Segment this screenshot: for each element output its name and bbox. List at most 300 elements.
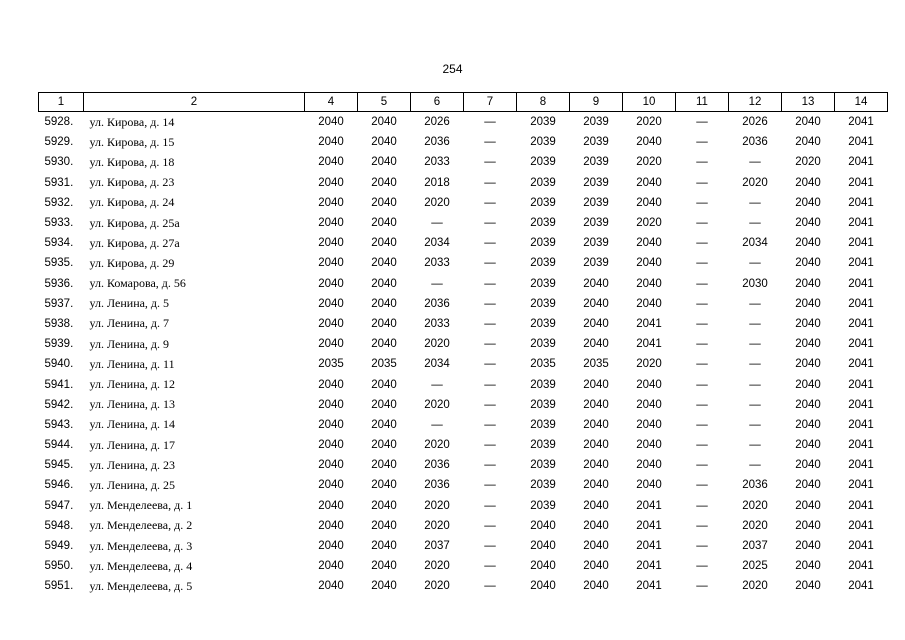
row-number: 5933.	[44, 217, 74, 230]
year-cell: 2036	[424, 136, 450, 149]
year-cell: 2040	[318, 176, 344, 189]
row-number: 5934.	[44, 237, 74, 250]
table-row	[39, 415, 888, 435]
year-cell: —	[696, 439, 708, 452]
row-number: 5936.	[44, 277, 74, 290]
year-cell: —	[749, 378, 761, 391]
address-cell: ул. Ленина, д. 25	[89, 477, 176, 492]
year-cell: 2020	[424, 519, 450, 532]
year-cell: —	[749, 398, 761, 411]
year-cell: 2018	[424, 176, 450, 189]
year-cell: 2039	[583, 156, 609, 169]
year-cell: 2041	[848, 317, 874, 330]
year-cell: 2041	[848, 196, 874, 209]
year-cell: 2040	[795, 338, 821, 351]
year-cell: 2040	[318, 196, 344, 209]
year-cell: 2040	[795, 540, 821, 553]
table-row	[39, 334, 888, 354]
table-row	[39, 374, 888, 394]
column-header-12: 12	[729, 93, 782, 112]
year-cell: 2040	[636, 136, 662, 149]
year-cell: —	[484, 499, 496, 512]
year-cell: 2039	[530, 499, 556, 512]
year-cell: —	[749, 418, 761, 431]
year-cell: 2040	[318, 378, 344, 391]
row-number: 5946.	[44, 479, 74, 492]
year-cell: —	[431, 378, 443, 391]
year-cell: 2040	[318, 499, 344, 512]
year-cell: 2040	[795, 196, 821, 209]
year-cell: 2040	[371, 519, 397, 532]
year-cell: —	[696, 560, 708, 573]
address-cell: ул. Кирова, д. 23	[89, 175, 175, 190]
address-cell: ул. Кирова, д. 25а	[89, 215, 180, 230]
year-cell: 2040	[636, 418, 662, 431]
year-cell: 2041	[636, 338, 662, 351]
year-cell: 2020	[742, 176, 768, 189]
year-cell: 2041	[848, 540, 874, 553]
year-cell: 2040	[318, 479, 344, 492]
year-cell: 2040	[371, 176, 397, 189]
year-cell: 2040	[371, 580, 397, 593]
year-cell: —	[749, 156, 761, 169]
address-cell: ул. Ленина, д. 14	[89, 417, 176, 432]
year-cell: 2041	[848, 358, 874, 371]
year-cell: 2040	[636, 176, 662, 189]
row-number: 5943.	[44, 418, 74, 431]
table-row	[39, 152, 888, 172]
year-cell: 2020	[636, 156, 662, 169]
address-cell: ул. Кирова, д. 14	[89, 114, 175, 129]
year-cell: 2039	[530, 196, 556, 209]
row-number: 5948.	[44, 519, 74, 532]
year-cell: 2040	[371, 196, 397, 209]
year-cell: —	[696, 398, 708, 411]
year-cell: —	[749, 297, 761, 310]
year-cell: —	[696, 358, 708, 371]
year-cell: 2033	[424, 156, 450, 169]
row-number: 5939.	[44, 338, 74, 351]
year-cell: 2040	[583, 398, 609, 411]
year-cell: 2040	[795, 418, 821, 431]
year-cell: —	[696, 580, 708, 593]
year-cell: 2040	[636, 257, 662, 270]
address-cell: ул. Менделеева, д. 2	[89, 518, 193, 533]
column-header-2: 2	[84, 93, 305, 112]
year-cell: 2036	[424, 297, 450, 310]
year-cell: 2041	[848, 176, 874, 189]
column-header-9: 9	[570, 93, 623, 112]
year-cell: 2039	[530, 297, 556, 310]
year-cell: —	[749, 317, 761, 330]
year-cell: 2041	[636, 540, 662, 553]
year-cell: —	[431, 277, 443, 290]
year-cell: 2036	[424, 479, 450, 492]
year-cell: 2039	[530, 176, 556, 189]
year-cell: —	[696, 237, 708, 250]
year-cell: —	[484, 237, 496, 250]
column-header-11: 11	[676, 93, 729, 112]
year-cell: —	[749, 358, 761, 371]
year-cell: 2020	[424, 338, 450, 351]
year-cell: 2040	[318, 317, 344, 330]
year-cell: 2040	[318, 156, 344, 169]
year-cell: —	[696, 176, 708, 189]
year-cell: 2040	[583, 338, 609, 351]
year-cell: 2040	[371, 317, 397, 330]
year-cell: 2040	[318, 237, 344, 250]
year-cell: 2034	[742, 237, 768, 250]
year-cell: 2040	[795, 439, 821, 452]
year-cell: 2040	[795, 277, 821, 290]
year-cell: 2039	[583, 196, 609, 209]
address-cell: ул. Ленина, д. 9	[89, 336, 170, 351]
year-cell: 2040	[583, 560, 609, 573]
year-cell: 2040	[318, 398, 344, 411]
year-cell: 2039	[530, 136, 556, 149]
year-cell: 2040	[795, 499, 821, 512]
year-cell: 2037	[424, 540, 450, 553]
year-cell: 2039	[583, 217, 609, 230]
year-cell: 2039	[583, 257, 609, 270]
table-row	[39, 294, 888, 314]
year-cell: 2041	[636, 580, 662, 593]
year-cell: —	[696, 519, 708, 532]
table-row	[39, 354, 888, 374]
year-cell: —	[431, 418, 443, 431]
year-cell: 2026	[424, 116, 450, 129]
table-row	[39, 193, 888, 213]
year-cell: 2040	[371, 398, 397, 411]
table-row	[39, 112, 888, 133]
year-cell: 2040	[371, 459, 397, 472]
year-cell: —	[484, 418, 496, 431]
year-cell: —	[484, 317, 496, 330]
year-cell: 2020	[424, 499, 450, 512]
year-cell: 2034	[424, 237, 450, 250]
row-number: 5947.	[44, 499, 74, 512]
year-cell: 2020	[636, 358, 662, 371]
year-cell: 2040	[795, 176, 821, 189]
year-cell: 2040	[795, 217, 821, 230]
year-cell: 2041	[848, 519, 874, 532]
column-header-8: 8	[517, 93, 570, 112]
year-cell: —	[749, 217, 761, 230]
year-cell: 2020	[636, 217, 662, 230]
address-cell: ул. Кирова, д. 15	[89, 134, 175, 149]
year-cell: —	[696, 196, 708, 209]
year-cell: 2020	[424, 560, 450, 573]
year-cell: 2020	[424, 196, 450, 209]
year-cell: 2040	[795, 358, 821, 371]
year-cell: 2039	[530, 479, 556, 492]
year-cell: 2041	[848, 499, 874, 512]
year-cell: 2040	[318, 297, 344, 310]
year-cell: 2040	[795, 519, 821, 532]
year-cell: 2020	[742, 519, 768, 532]
year-cell: 2040	[795, 237, 821, 250]
year-cell: —	[484, 580, 496, 593]
year-cell: 2041	[848, 479, 874, 492]
year-cell: 2034	[424, 358, 450, 371]
year-cell: —	[484, 519, 496, 532]
row-number: 5940.	[44, 358, 74, 371]
year-cell: 2020	[424, 580, 450, 593]
table-row	[39, 233, 888, 253]
year-cell: 2040	[371, 499, 397, 512]
year-cell: 2040	[318, 540, 344, 553]
table-row	[39, 516, 888, 536]
year-cell: 2040	[636, 398, 662, 411]
address-cell: ул. Кирова, д. 27а	[89, 235, 180, 250]
year-cell: 2040	[530, 560, 556, 573]
year-cell: —	[484, 459, 496, 472]
address-cell: ул. Ленина, д. 23	[89, 457, 176, 472]
year-cell: —	[749, 196, 761, 209]
year-cell: 2040	[795, 297, 821, 310]
year-cell: 2041	[848, 580, 874, 593]
year-cell: —	[749, 459, 761, 472]
year-cell: 2040	[583, 519, 609, 532]
year-cell: 2020	[795, 156, 821, 169]
year-cell: —	[484, 136, 496, 149]
year-cell: 2039	[530, 237, 556, 250]
year-cell: 2040	[795, 116, 821, 129]
year-cell: 2040	[371, 439, 397, 452]
year-cell: 2039	[530, 217, 556, 230]
year-cell: —	[484, 297, 496, 310]
year-cell: —	[696, 479, 708, 492]
year-cell: —	[484, 378, 496, 391]
row-number: 5932.	[44, 196, 74, 209]
year-cell: 2041	[848, 378, 874, 391]
year-cell: 2035	[318, 358, 344, 371]
year-cell: 2041	[848, 116, 874, 129]
year-cell: 2039	[530, 439, 556, 452]
year-cell: 2040	[371, 479, 397, 492]
table-row	[39, 536, 888, 556]
year-cell: 2040	[371, 338, 397, 351]
year-cell: 2041	[848, 338, 874, 351]
year-cell: 2041	[848, 217, 874, 230]
year-cell: 2040	[371, 237, 397, 250]
column-header-6: 6	[411, 93, 464, 112]
year-cell: —	[696, 540, 708, 553]
row-number: 5949.	[44, 540, 74, 553]
year-cell: —	[696, 257, 708, 270]
year-cell: —	[484, 116, 496, 129]
year-cell: —	[484, 196, 496, 209]
year-cell: 2020	[424, 398, 450, 411]
column-header-1: 1	[39, 93, 84, 112]
column-header-14: 14	[835, 93, 888, 112]
year-cell: —	[696, 217, 708, 230]
address-cell: ул. Менделеева, д. 3	[89, 538, 193, 553]
column-header-5: 5	[358, 93, 411, 112]
year-cell: 2040	[636, 378, 662, 391]
year-cell: 2040	[318, 519, 344, 532]
year-cell: 2040	[318, 277, 344, 290]
year-cell: 2040	[583, 439, 609, 452]
address-cell: ул. Кирова, д. 24	[89, 195, 175, 210]
page-number: 254	[442, 62, 463, 76]
year-cell: 2039	[530, 156, 556, 169]
year-cell: 2040	[795, 398, 821, 411]
column-header-10: 10	[623, 93, 676, 112]
year-cell: 2040	[371, 560, 397, 573]
table-row	[39, 253, 888, 273]
row-number: 5951.	[44, 580, 74, 593]
year-cell: 2040	[583, 378, 609, 391]
year-cell: 2039	[530, 338, 556, 351]
year-cell: 2020	[742, 499, 768, 512]
year-cell: 2040	[583, 317, 609, 330]
year-cell: —	[484, 479, 496, 492]
column-header-13: 13	[782, 93, 835, 112]
year-cell: 2036	[742, 479, 768, 492]
year-cell: 2040	[371, 257, 397, 270]
table-row	[39, 132, 888, 152]
year-cell: 2040	[583, 297, 609, 310]
year-cell: —	[696, 338, 708, 351]
table-row	[39, 274, 888, 294]
year-cell: 2040	[318, 338, 344, 351]
year-cell: 2040	[795, 479, 821, 492]
table-body	[39, 112, 888, 597]
row-number: 5928.	[44, 116, 74, 129]
table-row	[39, 314, 888, 334]
year-cell: 2041	[848, 398, 874, 411]
year-cell: 2040	[371, 156, 397, 169]
year-cell: —	[696, 499, 708, 512]
year-cell: 2040	[371, 136, 397, 149]
year-cell: —	[431, 217, 443, 230]
year-cell: 2040	[636, 459, 662, 472]
year-cell: —	[696, 459, 708, 472]
year-cell: —	[484, 156, 496, 169]
year-cell: —	[484, 217, 496, 230]
year-cell: —	[696, 317, 708, 330]
row-number: 5941.	[44, 378, 74, 391]
year-cell: 2040	[371, 277, 397, 290]
year-cell: 2041	[848, 156, 874, 169]
row-number: 5942.	[44, 398, 74, 411]
year-cell: 2020	[636, 116, 662, 129]
year-cell: 2040	[795, 378, 821, 391]
year-cell: 2041	[848, 297, 874, 310]
year-cell: 2041	[636, 499, 662, 512]
year-cell: 2039	[530, 378, 556, 391]
year-cell: 2040	[530, 580, 556, 593]
year-cell: 2035	[530, 358, 556, 371]
year-cell: 2041	[848, 439, 874, 452]
address-cell: ул. Менделеева, д. 4	[89, 558, 193, 573]
year-cell: 2040	[636, 277, 662, 290]
year-cell: 2040	[795, 317, 821, 330]
row-number: 5938.	[44, 317, 74, 330]
year-cell: 2041	[848, 459, 874, 472]
year-cell: —	[696, 277, 708, 290]
address-cell: ул. Ленина, д. 17	[89, 437, 176, 452]
year-cell: —	[484, 358, 496, 371]
year-cell: 2040	[583, 499, 609, 512]
row-number: 5950.	[44, 560, 74, 573]
year-cell: 2041	[848, 136, 874, 149]
year-cell: 2040	[795, 136, 821, 149]
year-cell: 2020	[424, 439, 450, 452]
year-cell: 2041	[848, 257, 874, 270]
year-cell: 2035	[583, 358, 609, 371]
address-cell: ул. Комарова, д. 56	[89, 276, 186, 291]
year-cell: 2040	[371, 116, 397, 129]
year-cell: 2040	[636, 439, 662, 452]
year-cell: 2041	[636, 560, 662, 573]
year-cell: 2040	[318, 217, 344, 230]
year-cell: 2040	[318, 257, 344, 270]
year-cell: 2040	[371, 297, 397, 310]
address-cell: ул. Ленина, д. 13	[89, 397, 176, 412]
year-cell: 2040	[636, 297, 662, 310]
row-number: 5931.	[44, 176, 74, 189]
row-number: 5929.	[44, 136, 74, 149]
address-cell: ул. Кирова, д. 29	[89, 255, 175, 270]
year-cell: 2040	[636, 196, 662, 209]
year-cell: 2040	[371, 418, 397, 431]
year-cell: 2040	[530, 540, 556, 553]
year-cell: 2033	[424, 257, 450, 270]
table-row	[39, 556, 888, 576]
year-cell: 2035	[371, 358, 397, 371]
year-cell: 2040	[583, 418, 609, 431]
address-cell: ул. Ленина, д. 5	[89, 296, 170, 311]
year-cell: 2040	[318, 439, 344, 452]
year-cell: —	[696, 116, 708, 129]
year-cell: 2040	[318, 560, 344, 573]
year-cell: —	[484, 257, 496, 270]
year-cell: 2041	[636, 317, 662, 330]
table-row	[39, 576, 888, 596]
year-cell: 2040	[795, 459, 821, 472]
year-cell: 2041	[848, 237, 874, 250]
year-cell: 2039	[530, 277, 556, 290]
year-cell: 2039	[583, 136, 609, 149]
row-number: 5945.	[44, 459, 74, 472]
year-cell: 2040	[583, 540, 609, 553]
row-number: 5930.	[44, 156, 74, 169]
table-row	[39, 455, 888, 475]
year-cell: 2041	[848, 560, 874, 573]
year-cell: 2039	[530, 398, 556, 411]
year-cell: 2036	[742, 136, 768, 149]
address-cell: ул. Ленина, д. 11	[89, 356, 175, 371]
table-row	[39, 213, 888, 233]
year-cell: 2030	[742, 277, 768, 290]
year-cell: 2040	[583, 459, 609, 472]
year-cell: —	[696, 378, 708, 391]
year-cell: 2040	[583, 277, 609, 290]
year-cell: 2033	[424, 317, 450, 330]
year-cell: 2040	[371, 378, 397, 391]
table-row	[39, 435, 888, 455]
year-cell: —	[484, 338, 496, 351]
year-cell: 2040	[636, 237, 662, 250]
year-cell: 2040	[318, 459, 344, 472]
table-row	[39, 496, 888, 516]
year-cell: 2039	[530, 317, 556, 330]
year-cell: 2041	[848, 418, 874, 431]
table-row	[39, 395, 888, 415]
row-number: 5935.	[44, 257, 74, 270]
